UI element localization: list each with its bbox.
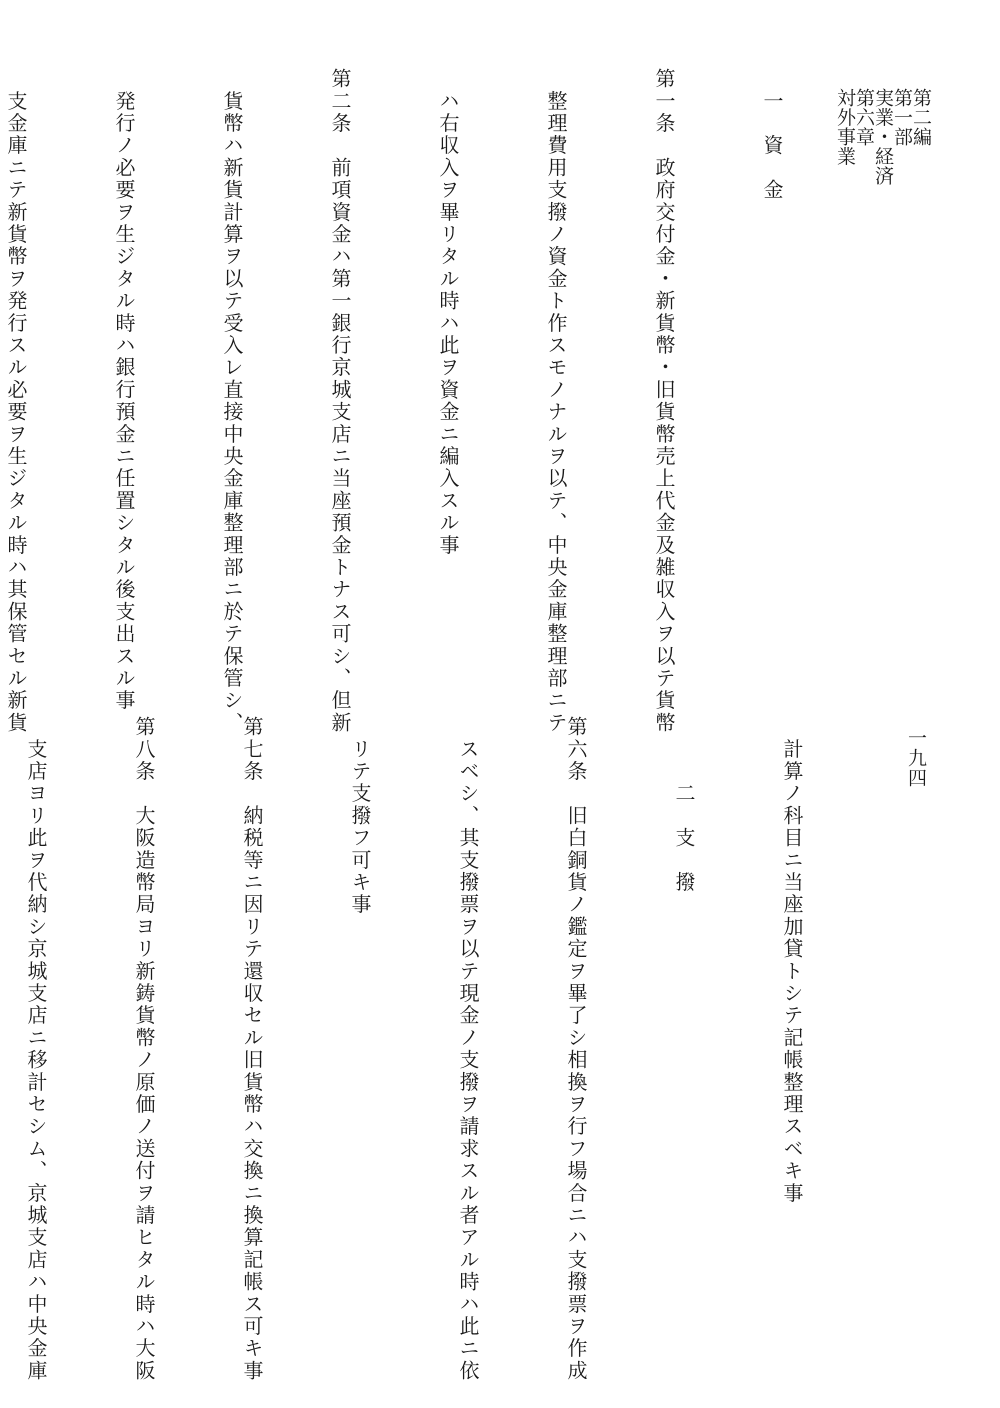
text-line: 計算ノ科目ニ当座加貸トシテ記帳整理スベキ事 [780,716,804,1205]
header-chapter-title: 対外事業 [834,88,856,166]
text-line: ハ右収入ヲ畢リタル時ハ此ヲ資金ニ編入スル事 [436,68,460,557]
text-line: 整理費用支撥ノ資金ト作スモノナルヲ以テ、中央金庫整理部ニテ [544,68,568,734]
lower-text-block [0,716,882,1382]
text-line: 一 資 金 [760,68,784,202]
text-line: 第一条 政府交付金・新貨幣・旧貨幣売上代金及雑収入ヲ以テ貨幣 [652,68,676,734]
text-line: 二 支 撥 [672,716,696,894]
page-number: 一九四 [905,728,927,788]
header-chapter: 第六章 [853,88,875,147]
text-line: 第二条 前項資金ハ第一銀行京城支店ニ当座預金トナス可シ、但新 [328,68,352,734]
text-line: 貨幣ハ新貨計算ヲ以テ受入レ直接中央金庫整理部ニ於テ保管シ、 [220,68,244,734]
text-line: リテ支撥フ可キ事 [348,716,372,916]
upper-text-block [0,68,862,734]
text-line: 支店ヨリ此ヲ代納シ京城支店ニ移計セシム、京城支店ハ中央金庫 [24,716,48,1382]
header-section: 第一部 [891,88,913,147]
text-line: 第八条 大阪造幣局ヨリ新鋳貨幣ノ原価ノ送付ヲ請ヒタル時ハ大阪 [132,716,156,1382]
text-line: 第七条 納税等ニ因リテ還収セル旧貨幣ハ交換ニ換算記帳ス可キ事 [240,716,264,1382]
text-line: スベシ、其支撥票ヲ以テ現金ノ支撥ヲ請求スル者アル時ハ此ニ依 [456,716,480,1382]
text-line: 支金庫ニテ新貨幣ヲ発行スル必要ヲ生ジタル時ハ其保管セル新貨 [4,68,28,734]
text-line: 発行ノ必要ヲ生ジタル時ハ銀行預金ニ任置シタル後支出スル事 [112,68,136,712]
text-line: 第六条 旧白銅貨ノ鑑定ヲ畢了シ相換ヲ行フ場合ニハ支撥票ヲ作成 [564,716,588,1382]
header-topic: 実業・経済 [872,88,894,186]
header-part: 第二編 [910,88,932,147]
